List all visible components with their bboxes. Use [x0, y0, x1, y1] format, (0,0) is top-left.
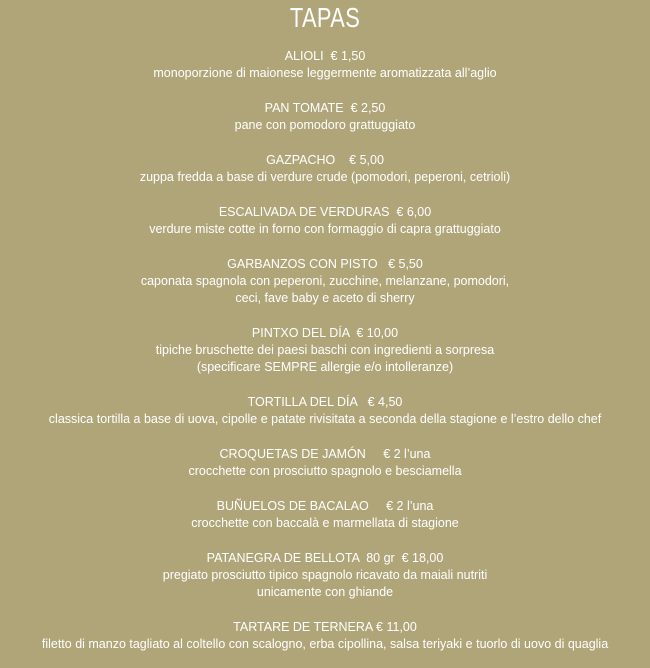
- menu-title: TAPAS: [289, 2, 361, 33]
- menu-item-garbanzos: [0, 256, 650, 307]
- menu-item-description: tipiche bruschette dei paesi baschi con ingredienti a sorpresa (specificare SEMPRE allergie e/o intolleranze): [155, 343, 495, 374]
- menu-item-description: classica tortilla a base di uova, cipolle e patate rivisitata a seconda della stagione e l’estro dello chef: [48, 412, 602, 426]
- menu-item-heading: GARBANZOS CON PISTO € 5,50: [227, 257, 423, 271]
- menu-item-tartare: [0, 619, 650, 653]
- tapas-menu: [0, 48, 650, 653]
- menu-item-heading: PAN TOMATE € 2,50: [264, 101, 386, 115]
- menu-item-heading: ALIOLI € 1,50: [284, 49, 366, 63]
- menu-item-heading: BUÑUELOS DE BACALAO € 2 l’una: [216, 499, 434, 513]
- menu-item-description: crocchette con baccalà e marmellata di stagione: [191, 516, 459, 530]
- menu-item-croquetas: [0, 446, 650, 480]
- menu-item-tortilla: [0, 394, 650, 428]
- menu-item-description: verdure miste cotte in forno con formaggio di capra grattuggiato: [149, 222, 501, 236]
- menu-item-heading: CROQUETAS DE JAMÓN € 2 l’una: [219, 447, 431, 461]
- menu-item-description: zuppa fredda a base di verdure crude (pomodori, peperoni, cetrioli): [139, 170, 511, 184]
- menu-item-heading: TORTILLA DEL DÍA € 4,50: [247, 395, 403, 409]
- menu-item-description: filetto di manzo tagliato al coltello con scalogno, erba cipollina, salsa teriyaki e tuorlo di uovo di quaglia: [41, 637, 609, 651]
- menu-item-bunuelos: [0, 498, 650, 532]
- menu-item-heading: PINTXO DEL DÍA € 10,00: [251, 326, 399, 340]
- menu-item-description: monoporzione di maionese leggermente aromatizzata all’aglio: [153, 66, 497, 80]
- menu-item-description: pregiato prosciutto tipico spagnolo ricavato da maiali nutriti unicamente con ghiande: [162, 568, 488, 599]
- menu-item-heading: GAZPACHO € 5,00: [266, 153, 384, 167]
- menu-item-gazpacho: [0, 152, 650, 186]
- menu-item-heading: TARTARE DE TERNERA € 11,00: [233, 620, 417, 634]
- menu-item-heading: ESCALIVADA DE VERDURAS € 6,00: [218, 205, 432, 219]
- menu-item-alioli: [0, 48, 650, 82]
- menu-item-patanegra: [0, 550, 650, 601]
- menu-item-description: pane con pomodoro grattuggiato: [234, 118, 416, 132]
- menu-item-pintxo: [0, 325, 650, 376]
- menu-item-description: crocchette con prosciutto spagnolo e besciamella: [188, 464, 462, 478]
- menu-item-heading: PATANEGRA DE BELLOTA 80 gr € 18,00: [206, 551, 444, 565]
- menu-item-escalivada: [0, 204, 650, 238]
- menu-item-description: caponata spagnola con peperoni, zucchine, melanzane, pomodori, ceci, fave baby e aceto di sherry: [140, 274, 510, 305]
- menu-item-pan-tomate: [0, 100, 650, 134]
